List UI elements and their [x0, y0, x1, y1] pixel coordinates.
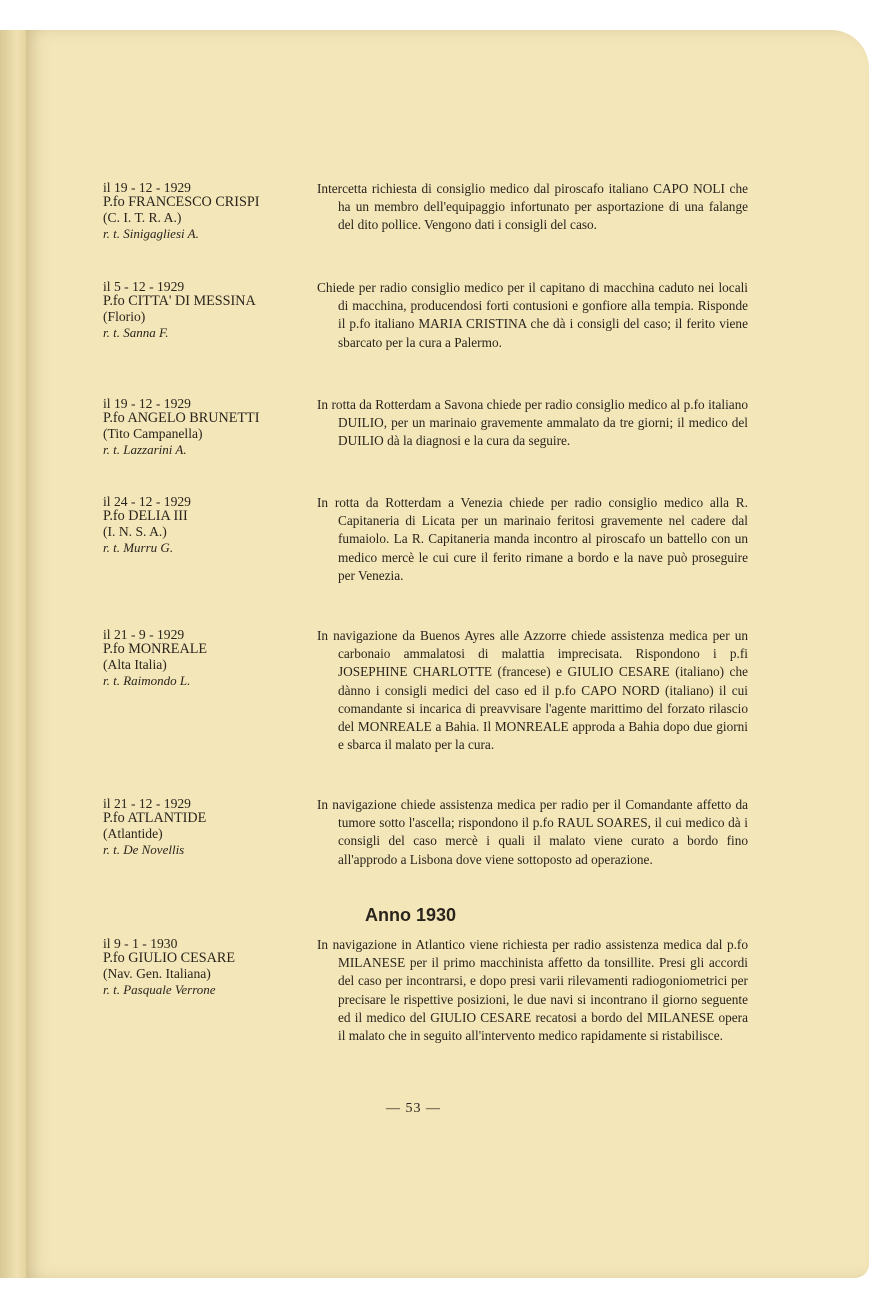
entry-owner: (Florio): [103, 309, 146, 325]
entry-ship: P.fo ATLANTIDE: [103, 810, 207, 827]
year-heading: Anno 1930: [365, 905, 457, 925]
entry-header: [103, 936, 308, 997]
entry-header: [103, 627, 308, 688]
entry-operator: r. t. Murru G.: [103, 539, 174, 555]
entry-header: [103, 796, 308, 857]
book-spine: [0, 30, 28, 1278]
entry-operator: r. t. Sanna F.: [103, 324, 169, 340]
entry-text: In navigazione in Atlantico viene richiesta per radio assistenza medica dal p.fo MILANESE per il primo macchinista affetto da tonsillite. Presi gli accordi del caso per incontrarsi, e dopo presi varii rilevamenti radiogoniometrici per precisare le rispettive posizioni, le due navi si incontrano il giorno seguente ed il medico del GIULIO CESARE recatosi a bordo del MILANESE opera il malato che in seguito all'intervento medico rapidamente si ristabilisce.: [317, 937, 748, 1044]
entry-owner: (C. I. T. R. A.): [103, 210, 182, 226]
entry-owner: (Alta Italia): [103, 657, 167, 673]
entry-ship: P.fo DELIA III: [103, 508, 188, 525]
entry-header: [103, 396, 308, 457]
entry-text: In rotta da Rotterdam a Venezia chiede per radio consiglio medico alla R. Capitaneria di Licata per un marinaio feritosi gravemente nel cadere dal fumaiolo. La R. Capitaneria manda incontro al piroscafo un battello con un medico mercè le cui cure il ferito rimane a bordo e la nave può proseguire per Venezia.: [317, 495, 748, 583]
entry-header: [103, 180, 308, 241]
entry-date: il 24 - 12 - 1929: [103, 494, 191, 509]
entry-header: [103, 279, 308, 340]
entry-ship: P.fo GIULIO CESARE: [103, 950, 236, 967]
entry-ship: P.fo ANGELO BRUNETTI: [103, 410, 260, 427]
entry-ship: P.fo CITTA' DI MESSINA: [103, 293, 256, 310]
entry-text: In rotta da Rotterdam a Savona chiede per radio consiglio medico al p.fo italiano DUILIO, per un marinaio gravemente ammalato da tre giorni; il medico del DUILIO dà la diagnosi e la cura da seguire.: [317, 397, 748, 449]
entry-ship: P.fo FRANCESCO CRISPI: [103, 194, 260, 211]
entry-owner: (I. N. S. A.): [103, 524, 167, 540]
entry-operator: r. t. De Novellis: [103, 841, 185, 857]
page-number: — 53 —: [386, 1101, 441, 1116]
entry-date: il 9 - 1 - 1930: [103, 936, 178, 951]
entry-date: il 19 - 12 - 1929: [103, 396, 191, 411]
entry-owner: (Atlantide): [103, 826, 163, 842]
entry-ship: P.fo MONREALE: [103, 641, 208, 658]
entry-date: il 21 - 12 - 1929: [103, 796, 191, 811]
entry-date: il 5 - 12 - 1929: [103, 279, 185, 294]
entry-text: In navigazione chiede assistenza medica per radio per il Comandante affetto da tumore sotto l'ascella; rispondono il p.fo RAUL SOARES, il cui medico dà i consigli del caso mercè i quali il malato viene curato a bordo fino all'approdo a Lisbona dove viene sottoposto ad operazione.: [317, 797, 748, 867]
entry-date: il 19 - 12 - 1929: [103, 180, 191, 195]
entry-text: In navigazione da Buenos Ayres alle Azzorre chiede assistenza medica per un carbonaio ammalatosi di malattia imprecisata. Rispondono i p.fi JOSEPHINE CHARLOTTE (francese) e GIULIO CESARE (italiano) che dànno i consigli medici del caso ed il p.fo CAPO NORD (italiano) il cui comandante si incarica di preavvisare l'agente marittimo del forzato rilascio del MONREALE a Bahia. Il MONREALE approda a Bahia dopo due giorni e sbarca il malato per la cura.: [317, 628, 748, 753]
entry-operator: r. t. Lazzarini A.: [103, 441, 187, 457]
book-page: [26, 30, 869, 1278]
entry-text: Intercetta richiesta di consiglio medico dal piroscafo italiano CAPO NOLI che ha un membro dell'equipaggio infortunato per asportazione di una falange del dito pollice. Vengono dati i consigli del caso.: [317, 181, 748, 233]
entry-operator: r. t. Raimondo L.: [103, 672, 191, 688]
entry-operator: r. t. Sinigagliesi A.: [103, 225, 199, 241]
entry-header: [103, 494, 308, 555]
entry-text: Chiede per radio consiglio medico per il capitano di macchina caduto nei locali di macchina, producendosi forti contusioni e gonfiore alla tempia. Risponde il p.fo italiano MARIA CRISTINA che dà i consigli del caso; il ferito viene sbarcato per la cura a Palermo.: [317, 280, 748, 350]
entry-owner: (Nav. Gen. Italiana): [103, 966, 211, 982]
entry-operator: r. t. Pasquale Verrone: [103, 981, 216, 997]
entry-date: il 21 - 9 - 1929: [103, 627, 185, 642]
entry-owner: (Tito Campanella): [103, 426, 203, 442]
